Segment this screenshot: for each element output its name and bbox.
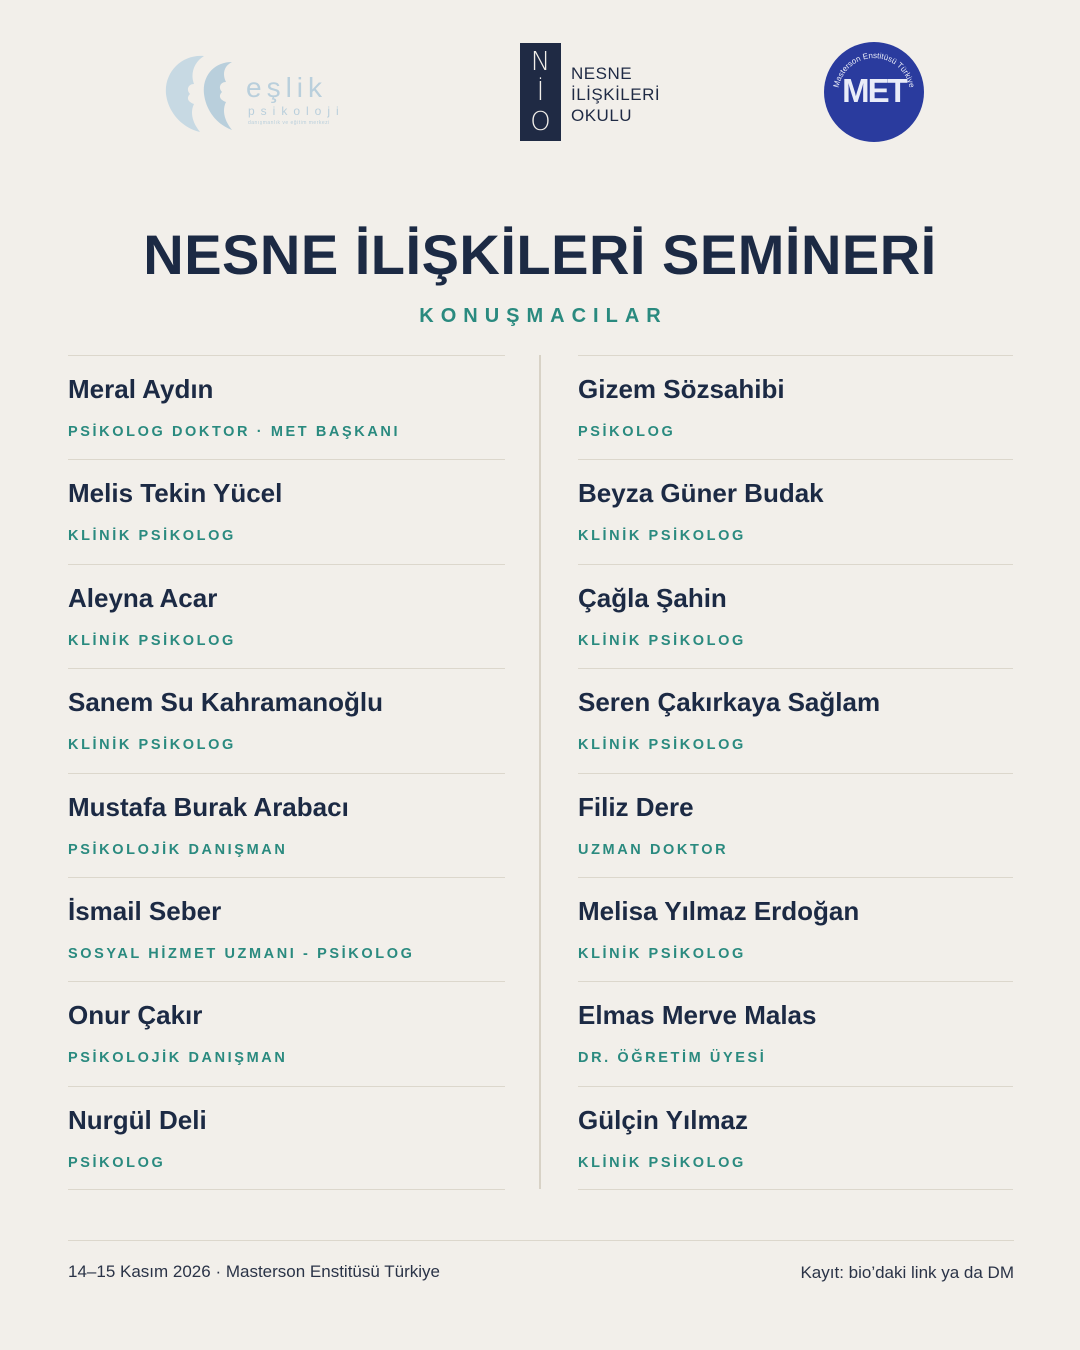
speaker-role: KLİNİK PSİKOLOG (68, 737, 236, 754)
event-info: 14–15 Kasım 2026 · Masterson Enstitüsü Türkiye (68, 1262, 440, 1281)
speaker-item (578, 459, 1013, 563)
speaker-item (578, 355, 1013, 459)
speaker-item (68, 564, 505, 668)
nio-line-2: İLİŞKİLERİ (571, 85, 661, 104)
eslik-logo (160, 52, 360, 136)
speaker-name: Seren Çakırkaya Sağlam (578, 687, 881, 718)
speaker-item (578, 981, 1013, 1085)
speaker-name: İsmail Seber (68, 895, 222, 926)
nio-letter-o: O (530, 107, 551, 137)
met-ring-text: Masterson Enstitüsü Türkiye (831, 50, 917, 89)
speaker-role: PSİKOLOJİK DANIŞMAN (68, 841, 288, 858)
speakers-right-column (578, 355, 1013, 1190)
speaker-item (68, 877, 505, 981)
speaker-role: KLİNİK PSİKOLOG (68, 632, 236, 649)
speaker-role: KLİNİK PSİKOLOG (578, 737, 746, 754)
speaker-role: PSİKOLOJİK DANIŞMAN (68, 1050, 288, 1067)
nio-line-3: OKULU (571, 106, 633, 125)
profile-faces-icon (160, 52, 244, 136)
met-logo (824, 42, 924, 142)
speaker-item (578, 564, 1013, 668)
speaker-item (578, 773, 1013, 877)
speaker-item (68, 668, 505, 772)
column-divider (539, 355, 541, 1189)
nio-line-1: NESNE (571, 64, 633, 83)
speaker-item (68, 981, 505, 1085)
speaker-role: KLİNİK PSİKOLOG (578, 945, 746, 962)
nio-monogram (520, 43, 561, 141)
speaker-item (68, 1086, 505, 1190)
speaker-item (68, 773, 505, 877)
eslik-subtitle: psikoloji (248, 104, 345, 118)
nio-wordmark (571, 63, 660, 126)
speaker-name: Sanem Su Kahramanoğlu (68, 687, 383, 718)
eslik-wordmark: eşlik (246, 72, 328, 103)
eslik-tagline: danışmanlık ve eğitim merkezi (248, 120, 330, 126)
speaker-name: Beyza Güner Budak (578, 478, 824, 509)
nio-letter-i: İ (536, 77, 545, 107)
speaker-name: Mustafa Burak Arabacı (68, 791, 349, 822)
speaker-name: Çağla Şahin (578, 582, 727, 613)
footer-divider (68, 1240, 1014, 1241)
speaker-role: PSİKOLOG (68, 1154, 166, 1171)
speaker-name: Gülçin Yılmaz (578, 1104, 749, 1135)
speaker-name: Melisa Yılmaz Erdoğan (578, 895, 860, 926)
speaker-role: DR. ÖĞRETİM ÜYESİ (578, 1050, 767, 1067)
speaker-name: Onur Çakır (68, 1000, 203, 1031)
nio-letter-n: N (530, 47, 551, 77)
speaker-item (578, 1086, 1013, 1190)
speaker-item (68, 459, 505, 563)
speaker-role: KLİNİK PSİKOLOG (68, 528, 236, 545)
speaker-name: Nurgül Deli (68, 1104, 207, 1135)
speaker-name: Gizem Sözsahibi (578, 374, 785, 404)
registration-info: Kayıt: bio’daki link ya da DM (800, 1263, 1014, 1282)
speaker-role: KLİNİK PSİKOLOG (578, 1154, 746, 1171)
speaker-item (68, 355, 505, 459)
speaker-role: KLİNİK PSİKOLOG (578, 528, 746, 545)
met-letters: MET (842, 72, 906, 109)
speaker-name: Filiz Dere (578, 791, 694, 822)
section-subtitle: KONUŞMACILAR (419, 305, 668, 327)
speaker-item (578, 877, 1013, 981)
speaker-role: KLİNİK PSİKOLOG (578, 632, 746, 649)
speaker-role: SOSYAL HİZMET UZMANI - PSİKOLOG (68, 945, 415, 962)
speaker-role: PSİKOLOG (578, 424, 676, 440)
speaker-name: Melis Tekin Yücel (68, 478, 283, 509)
speaker-name: Aleyna Acar (68, 582, 218, 613)
speaker-name: Meral Aydın (68, 374, 214, 404)
speaker-role: UZMAN DOKTOR (578, 841, 729, 858)
speaker-name: Elmas Merve Malas (578, 1000, 817, 1031)
page-title: NESNE İLİŞKİLERİ SEMİNERİ (143, 223, 937, 286)
speaker-item (578, 668, 1013, 772)
speaker-role: PSİKOLOG DOKTOR · MET BAŞKANI (68, 424, 401, 440)
speakers-left-column (68, 355, 505, 1190)
logo-row (0, 40, 1080, 150)
